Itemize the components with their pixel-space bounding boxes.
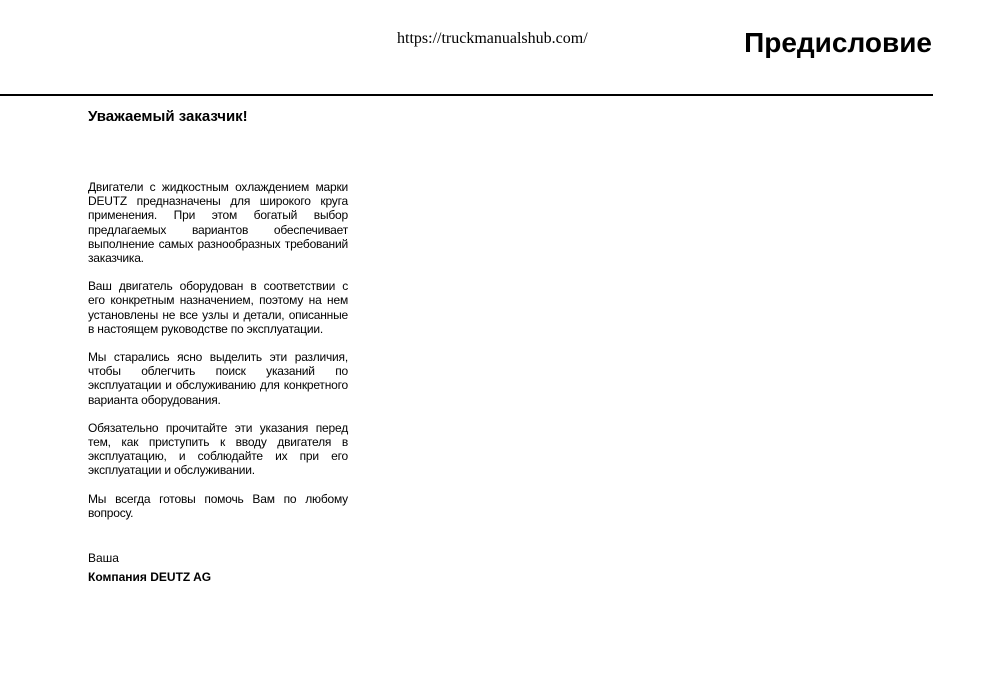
paragraph-differences: Мы старались ясно выделить эти различия, чтобы облегчить поиск указаний по эксплуатации и обслуживанию для конкретного варианта оборудования. (88, 350, 348, 407)
paragraph-support: Мы всегда готовы помочь Вам по любому вопросу. (88, 491, 348, 520)
paragraph-read-instructions: Обязательно прочитайте эти указания перед тем, как приступить к вводу двигателя в эксплуатацию, и соблюдайте их при его эксплуатации и обслуживании. (88, 420, 348, 478)
letter-greeting: Уважаемый заказчик! (88, 108, 248, 125)
chapter-title: Предисловие (744, 27, 932, 58)
header-rule (0, 94, 933, 96)
paragraph-intro: Двигатели с жидкостным охлаждением марки DEUTZ предназначены для широкого круга применения. При этом богатый выбор предлагаемых вариантов обеспечивает выполнение самых разнообразных требований заказчика. (88, 180, 348, 266)
paragraph-equipment: Ваш двигатель оборудован в соответствии с его конкретным назначением, поэтому на нем установлены не все узлы и детали, описанные в настоящем руководстве по эксплуатации. (88, 279, 348, 336)
letter-body (88, 180, 348, 534)
company-name: Компания DEUTZ AG (88, 570, 212, 584)
letter-signoff: Ваша (88, 551, 119, 565)
source-url: https://truckmanualshub.com/ (397, 30, 588, 47)
